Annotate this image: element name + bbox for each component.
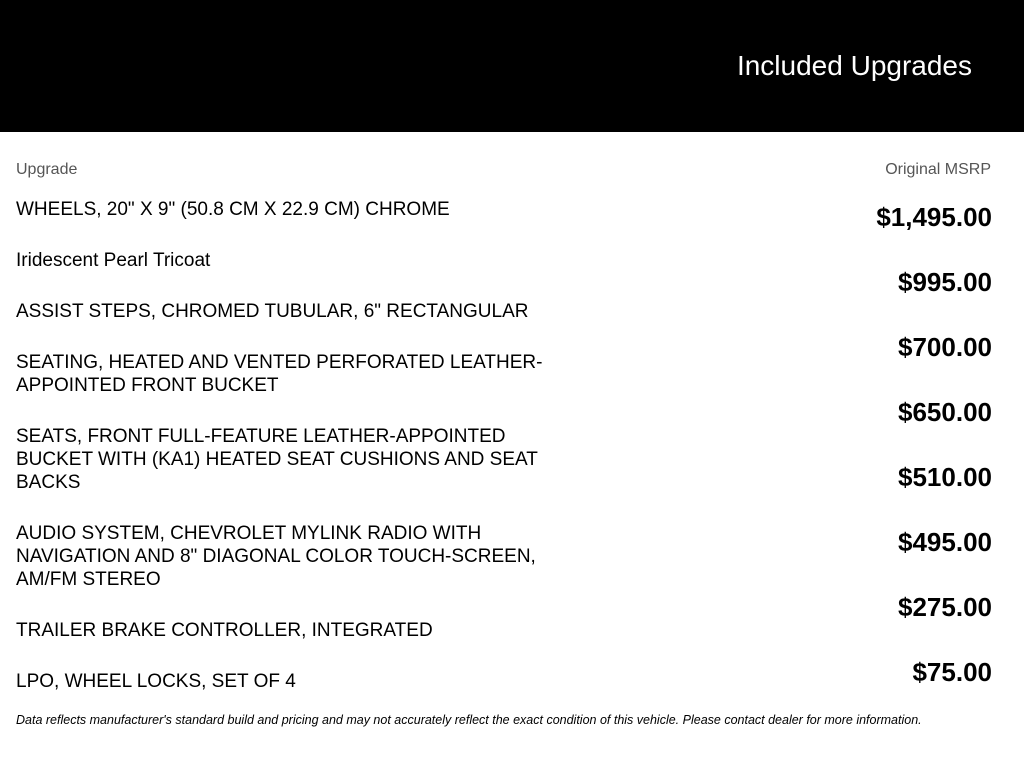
- upgrade-item: LPO, WHEEL LOCKS, SET OF 4: [16, 671, 296, 692]
- upgrade-item: ASSIST STEPS, CHROMED TUBULAR, 6" RECTANGULAR: [16, 301, 529, 322]
- upgrade-item: SEATING, HEATED AND VENTED PERFORATED LEATHER-APPOINTED FRONT BUCKET: [16, 352, 543, 396]
- upgrade-item: SEATS, FRONT FULL-FEATURE LEATHER-APPOINTED BUCKET WITH (KA1) HEATED SEAT CUSHIONS AND SEAT BACKS: [16, 426, 538, 493]
- price-list: [876, 201, 992, 721]
- upgrade-item: Iridescent Pearl Tricoat: [16, 250, 211, 271]
- upgrade-price: $75.00: [912, 657, 992, 687]
- header-bar: [0, 0, 1024, 132]
- upgrade-column-header: Upgrade: [16, 161, 78, 178]
- upgrade-price: $700.00: [898, 332, 992, 362]
- msrp-column-header: Original MSRP: [885, 161, 991, 178]
- upgrade-list: [16, 198, 576, 721]
- disclaimer-text: Data reflects manufacturer's standard build and pricing and may not accurately reflect the exact condition of this vehicle. Please contact dealer for more information.: [16, 713, 922, 727]
- upgrade-price: $510.00: [898, 462, 992, 492]
- upgrade-item: WHEELS, 20" X 9" (50.8 CM X 22.9 CM) CHROME: [16, 199, 450, 220]
- upgrade-item: AUDIO SYSTEM, CHEVROLET MYLINK RADIO WITH NAVIGATION AND 8" DIAGONAL COLOR TOUCH-SCREEN, AM/FM STEREO: [16, 523, 536, 590]
- upgrade-price: $275.00: [898, 592, 992, 622]
- upgrade-price: $1,495.00: [876, 202, 992, 232]
- page-title: Included Upgrades: [736, 50, 972, 81]
- upgrade-price: $650.00: [898, 397, 992, 427]
- upgrade-price: $495.00: [898, 527, 992, 557]
- upgrade-price: $995.00: [898, 267, 992, 297]
- upgrade-item: TRAILER BRAKE CONTROLLER, INTEGRATED: [16, 620, 433, 641]
